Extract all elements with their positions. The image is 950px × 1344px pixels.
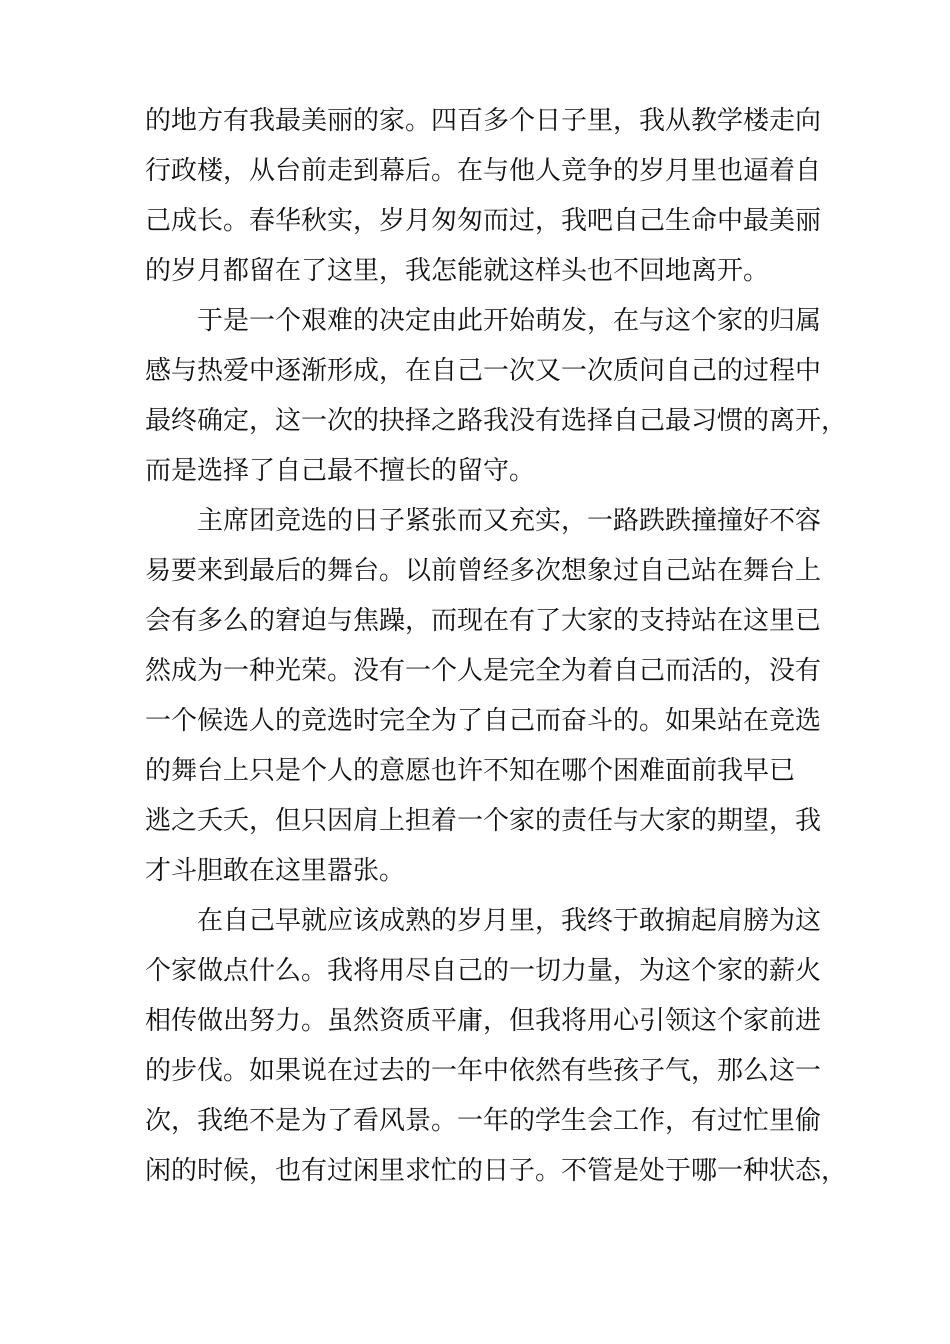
text-line: 一个候选人的竞选时完全为了自己而奋斗的。如果站在竞选 xyxy=(145,706,822,736)
text-line: 的地方有我最美丽的家。四百多个日子里，我从教学楼走向 xyxy=(145,106,822,136)
text-line: 感与热爱中逐渐形成，在自己一次又一次质问自己的过程中 xyxy=(145,356,822,386)
paragraph xyxy=(145,496,825,896)
text-line: 主席团竞选的日子紧张而又充实，一路跌跌撞撞好不容 xyxy=(197,506,822,536)
text-line: 才斗胆敢在这里嚣张。 xyxy=(145,856,406,886)
text-line: 的舞台上只是个人的意愿也许不知在哪个困难面前我早已 xyxy=(145,756,796,786)
text-line: 最终确定，这一次的抉择之路我没有选择自己最习惯的离开， xyxy=(145,406,848,436)
text-line: 逃之夭夭，但只因肩上担着一个家的责任与大家的期望，我 xyxy=(145,806,822,836)
text-line: 会有多么的窘迫与焦躁，而现在有了大家的支持站在这里已 xyxy=(145,606,822,636)
text-line: 易要来到最后的舞台。以前曾经多次想象过自己站在舞台上 xyxy=(145,556,822,586)
text-line: 相传做出努力。虽然资质平庸，但我将用心引领这个家前进 xyxy=(145,1006,822,1036)
text-line: 在自己早就应该成熟的岁月里，我终于敢掮起肩膀为这 xyxy=(197,906,822,936)
text-line: 闲的时候，也有过闲里求忙的日子。不管是处于哪一种状态， xyxy=(145,1156,848,1186)
text-line: 己成长。春华秋实，岁月匆匆而过，我吧自己生命中最美丽 xyxy=(145,206,822,236)
document-body xyxy=(145,96,848,1196)
text-line: 然成为一种光荣。没有一个人是完全为着自己而活的，没有 xyxy=(145,656,822,686)
text-line: 行政楼，从台前走到幕后。在与他人竞争的岁月里也逼着自 xyxy=(145,156,822,186)
paragraph xyxy=(145,96,825,296)
text-line: 个家做点什么。我将用尽自己的一切力量，为这个家的薪火 xyxy=(145,956,822,986)
paragraph xyxy=(145,296,848,496)
text-line: 的步伐。如果说在过去的一年中依然有些孩子气，那么这一 xyxy=(145,1056,822,1086)
text-line: 次，我绝不是为了看风景。一年的学生会工作，有过忙里偷 xyxy=(145,1106,822,1136)
paragraph xyxy=(145,896,848,1196)
text-line: 于是一个艰难的决定由此开始萌发，在与这个家的归属 xyxy=(197,306,822,336)
text-line: 而是选择了自己最不擅长的留守。 xyxy=(145,456,536,486)
text-line: 的岁月都留在了这里，我怎能就这样头也不回地离开。 xyxy=(145,256,770,286)
